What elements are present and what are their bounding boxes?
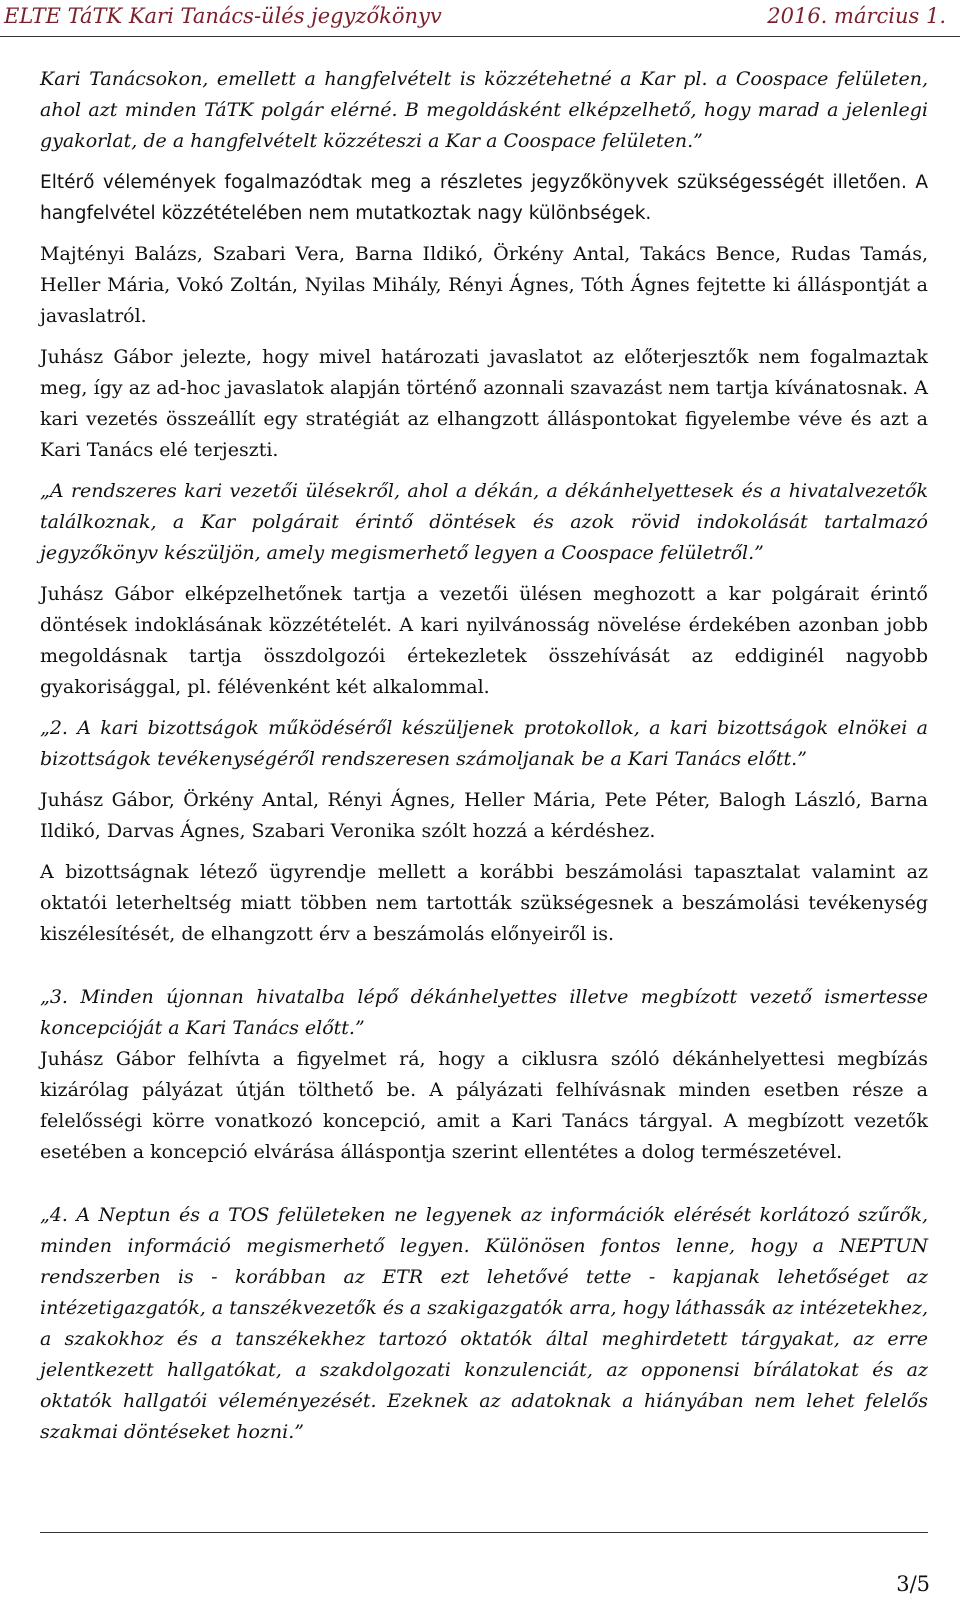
paragraph-quote-point-4: „4. A Neptun és a TOS felületeken ne legyenek az információk elérését korlátozó szűrők, minden információ megismerhető legyen. Különösen fontos lenne, hogy a NEPTUN rendszerben is - korábban az ETR ezt lehetővé tette - kapjanak lehetőséget az intézetigazgatók, a tanszékvezetők és a szakigazgatók arra, hogy láthassák az intézetekhez, a szakokhoz és a tanszékekhez tartozó oktatók által meghirdetett tárgyakat, az erre jelentkezett hallgatókat, a szakdolgozati konzulenciát, az opponensi bírálatokat és az oktatók hallgatói véleményezését. Ezeknek az adatoknak a hiányában nem lehet felelős szakmai döntéseket hozni.” — [40, 1204, 928, 1443]
paragraph-committee: A bizottságnak létező ügyrendje mellett a korábbi beszámolási tapasztalat valamint az oktatói leterheltség miatt többen nem tartották szükségesnek a beszámolási tevékenység kiszélesítését, de elhangzott érv a beszámolás előnyeiről is. — [40, 861, 928, 945]
paragraph-juhasz-response-3: Juhász Gábor felhívta a figyelmet rá, hogy a ciklusra szóló dékánhelyettesi megbízás kizárólag pályázat útján tölthető be. A pályázati felhívásnak minden esetben része a felelősségi körre vonatkozó koncepció, amit a Kari Tanács tárgyal. A megbízott vezetők esetében a koncepció elvárása álláspontja szerint ellentétes a dolog természetével. — [40, 1048, 928, 1163]
paragraph-quote-point-3: „3. Minden újonnan hivatalba lépő dékánhelyettes illetve megbízott vezető ismertesse koncepcióját a Kari Tanács előtt.” — [40, 986, 928, 1039]
document-title: ELTE TáTK Kari Tanács-ülés jegyzőkönyv — [4, 4, 442, 28]
document-date: 2016. március 1. — [767, 4, 946, 28]
page-number: 3/5 — [896, 1572, 930, 1596]
paragraph-quote-vezetoi-ulesek: „A rendszeres kari vezetői ülésekről, ahol a dékán, a dékánhelyettesek és a hivatalvezetők találkoznak, a Kar polgárait érintő döntések és azok rövid indokolását tartalmazó jegyzőkönyv készüljön, amely megismerhető legyen a Coospace felületről.” — [40, 480, 928, 564]
spacer — [40, 1178, 928, 1200]
paragraph-opinions: Eltérő vélemények fogalmazódtak meg a részletes jegyzőkönyvek szükségességét illetően. A hangfelvétel közzétételében nem mutatkoztak nagy különbségek. — [40, 172, 928, 224]
document-body — [40, 64, 928, 1458]
page-header — [0, 0, 960, 37]
paragraph-juhasz-response-2: Juhász Gábor elképzelhetőnek tartja a vezetői ülésen meghozott a kar polgárait érintő döntések indoklásának közzétételét. A kari nyilvánosság növelése érdekében azonban jobb megoldásnak tartja összdolgozói értekezletek összehívását az eddiginél nagyobb gyakorisággal, pl. félévenként két alkalommal. — [40, 583, 928, 698]
paragraph-quote-continued: Kari Tanácsokon, emellett a hangfelvételt is közzétehetné a Kar pl. a Coospace felületen, ahol azt minden TáTK polgár elérné. B megoldásként elképzelhető, hogy marad a jelenlegi gyakorlat, de a hangfelvételt közzéteszi a Kar a Coospace felületen.” — [40, 68, 928, 152]
footer-divider — [40, 1532, 928, 1533]
paragraph-quote-point-2: „2. A kari bizottságok működéséről készüljenek protokollok, a kari bizottságok elnökei a bizottságok tevékenységéről rendszeresen számoljanak be a Kari Tanács előtt.” — [40, 717, 928, 770]
paragraph-speakers-2: Juhász Gábor, Örkény Antal, Rényi Ágnes, Heller Mária, Pete Péter, Balogh László, Barna Ildikó, Darvas Ágnes, Szabari Veronika szólt hozzá a kérdéshez. — [40, 789, 928, 842]
spacer — [40, 960, 928, 982]
paragraph-speakers-1: Majtényi Balázs, Szabari Vera, Barna Ildikó, Örkény Antal, Takács Bence, Rudas Tamás, Heller Mária, Vokó Zoltán, Nyilas Mihály, Rényi Ágnes, Tóth Ágnes fejtette ki álláspontját a javaslatról. — [40, 243, 928, 327]
paragraph-juhasz-response-1: Juhász Gábor jelezte, hogy mivel határozati javaslatot az előterjesztők nem fogalmaztak meg, így az ad-hoc javaslatok alapján történő azonnali szavazást nem tartja kívánatosnak. A kari vezetés összeállít egy stratégiát az elhangzott álláspontokat figyelembe véve és azt a Kari Tanács elé terjeszti. — [40, 346, 928, 461]
